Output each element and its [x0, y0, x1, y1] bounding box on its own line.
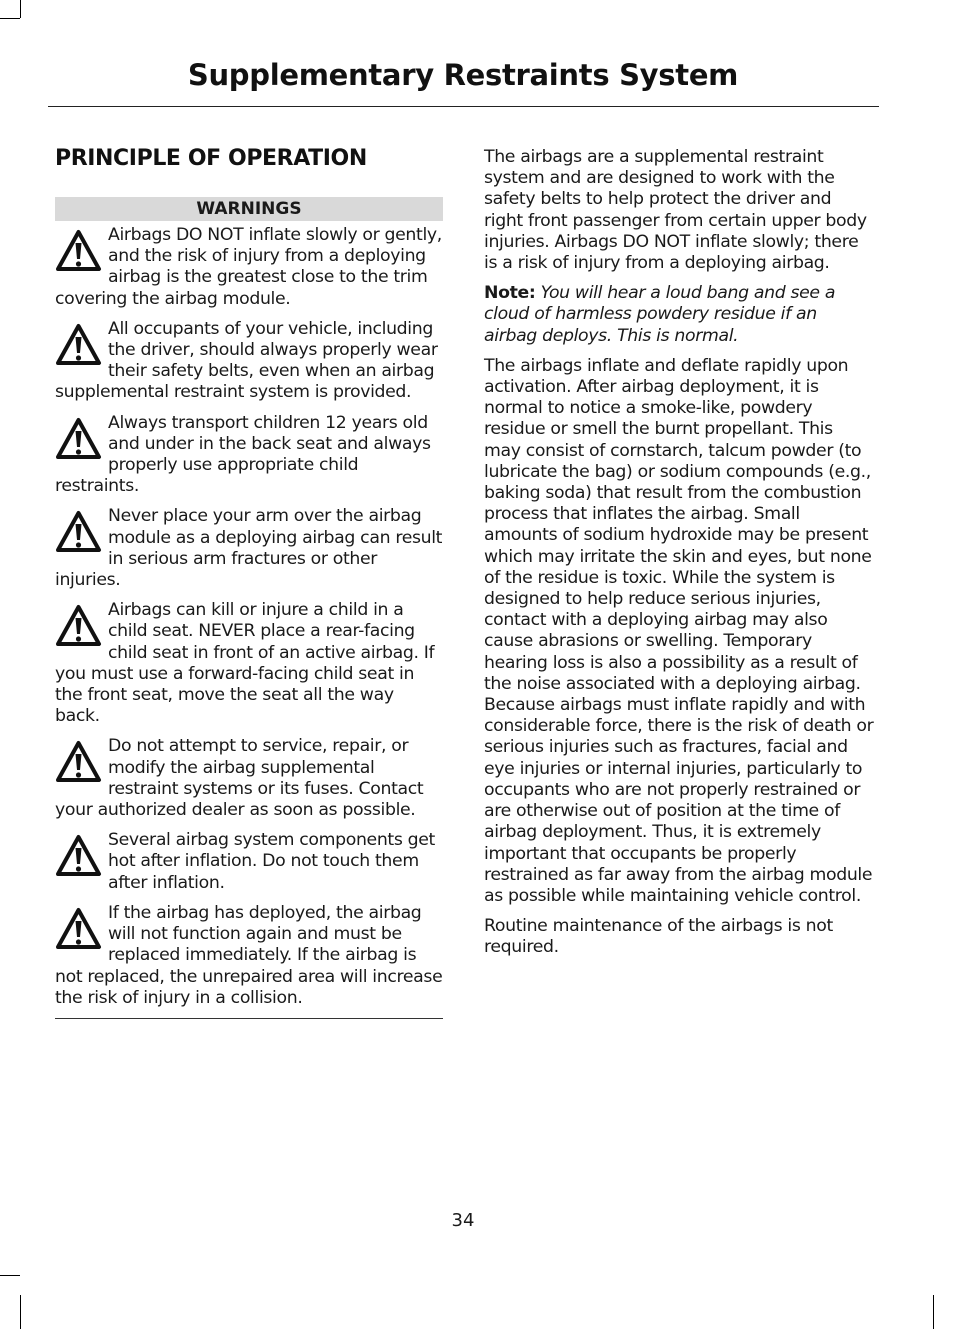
warning-item — [55, 225, 443, 310]
warning-text: Do not attempt to service, repair, or modify the airbag supplemental restraint systems or its fuses. Contact your authorized dealer as soon as possible. — [55, 736, 424, 821]
warning-text: All occupants of your vehicle, including the driver, should always properly wear their safety belts, even when an airbag supplemental restraint system is provided. — [55, 318, 438, 403]
warning-item — [55, 319, 443, 404]
warning-text: Always transport children 12 years old and under in the back seat and always properly use appropriate child restraints. — [55, 412, 431, 497]
right-column — [484, 147, 874, 968]
warning-triangle-icon — [55, 510, 102, 554]
warning-item — [55, 600, 443, 727]
warning-item — [55, 903, 443, 1009]
warnings-header: WARNINGS — [55, 197, 443, 221]
section-heading: PRINCIPLE OF OPERATION — [55, 146, 367, 171]
warning-triangle-icon — [55, 604, 102, 648]
header-divider — [48, 106, 879, 107]
warning-triangle-icon — [55, 229, 102, 273]
page-header-title: Supplementary Restraints System — [187, 58, 739, 92]
crop-mark — [0, 18, 20, 19]
warning-triangle-icon — [55, 740, 102, 784]
body-paragraph: Routine maintenance of the airbags is not required. — [484, 916, 833, 958]
warning-text: Airbags can kill or injure a child in a child seat. NEVER place a rear-facing child seat in front of an active airbag. If you must use a forward-facing child seat in the front seat, move the seat all the way back. — [55, 600, 435, 727]
warning-triangle-icon — [55, 834, 102, 878]
note-text: You will hear a loud bang and see a cloud of harmless powdery residue if an airbag deploys. This is normal. — [484, 283, 836, 346]
note-paragraph — [484, 283, 874, 347]
warning-item — [55, 413, 443, 498]
crop-mark — [20, 0, 21, 18]
warning-item — [55, 736, 443, 821]
body-paragraph: The airbags are a supplemental restraint system and are designed to work with the safety belts to help protect the driver and right front passenger from certain upper body injuries. Airbags DO NOT inflate slowly; there is a risk of injury from a deploying airbag. — [484, 147, 867, 274]
note-label: Note: — [484, 283, 536, 304]
page-number: 34 — [451, 1210, 475, 1231]
warning-text: Airbags DO NOT inflate slowly or gently, and the risk of injury from a deploying airbag is the greatest close to the trim covering the airbag module. — [55, 225, 442, 309]
warning-text: Never place your arm over the airbag module as a deploying airbag can result in serious arm fractures or other injuries. — [55, 506, 443, 591]
body-paragraph: The airbags inflate and deflate rapidly upon activation. After airbag deployment, it is normal to notice a smoke-like, powdery residue or smell the burnt propellant. This may consist of cornstarch, talcum powder (to lubricate the bag) or sodium compounds (e.g., baking soda) that result from the combustion process that inflates the airbag. Small amounts of sodium hydroxide may be present which may irritate the skin and eyes, but none of the residue is toxic. While the system is designed to help reduce serious injuries, contact with a deploying airbag may also cause abrasions or swelling. Temporary hearing loss is also a possibility as a result of the noise associated with a deploying airbag. Because airbags must inflate rapidly and with considerable force, there is the risk of death or serious injuries such as fractures, facial and eye injuries or internal injuries, particularly to occupants who are not properly restrained or are otherwise out of position at the time of airbag deployment. Thus, it is extremely important that occupants be properly restrained as far away from the airbag module as possible while maintaining vehicle control. — [484, 355, 874, 906]
warning-item — [55, 506, 443, 591]
warning-triangle-icon — [55, 417, 102, 461]
crop-mark — [20, 1295, 21, 1329]
left-column — [55, 146, 443, 1019]
warnings-list — [55, 225, 443, 1009]
warning-triangle-icon — [55, 907, 102, 951]
crop-mark — [933, 1295, 934, 1329]
warning-text: If the airbag has deployed, the airbag will not function again and must be replaced immediately. If the airbag is not replaced, the unrepaired area will increase the risk of injury in a collision. — [55, 902, 443, 1008]
crop-mark — [0, 1275, 20, 1276]
warning-triangle-icon — [55, 323, 102, 367]
warnings-end-divider — [55, 1018, 443, 1019]
warning-text: Several airbag system components get hot after inflation. Do not touch them after inflation. — [108, 830, 435, 893]
warning-item — [55, 830, 443, 894]
